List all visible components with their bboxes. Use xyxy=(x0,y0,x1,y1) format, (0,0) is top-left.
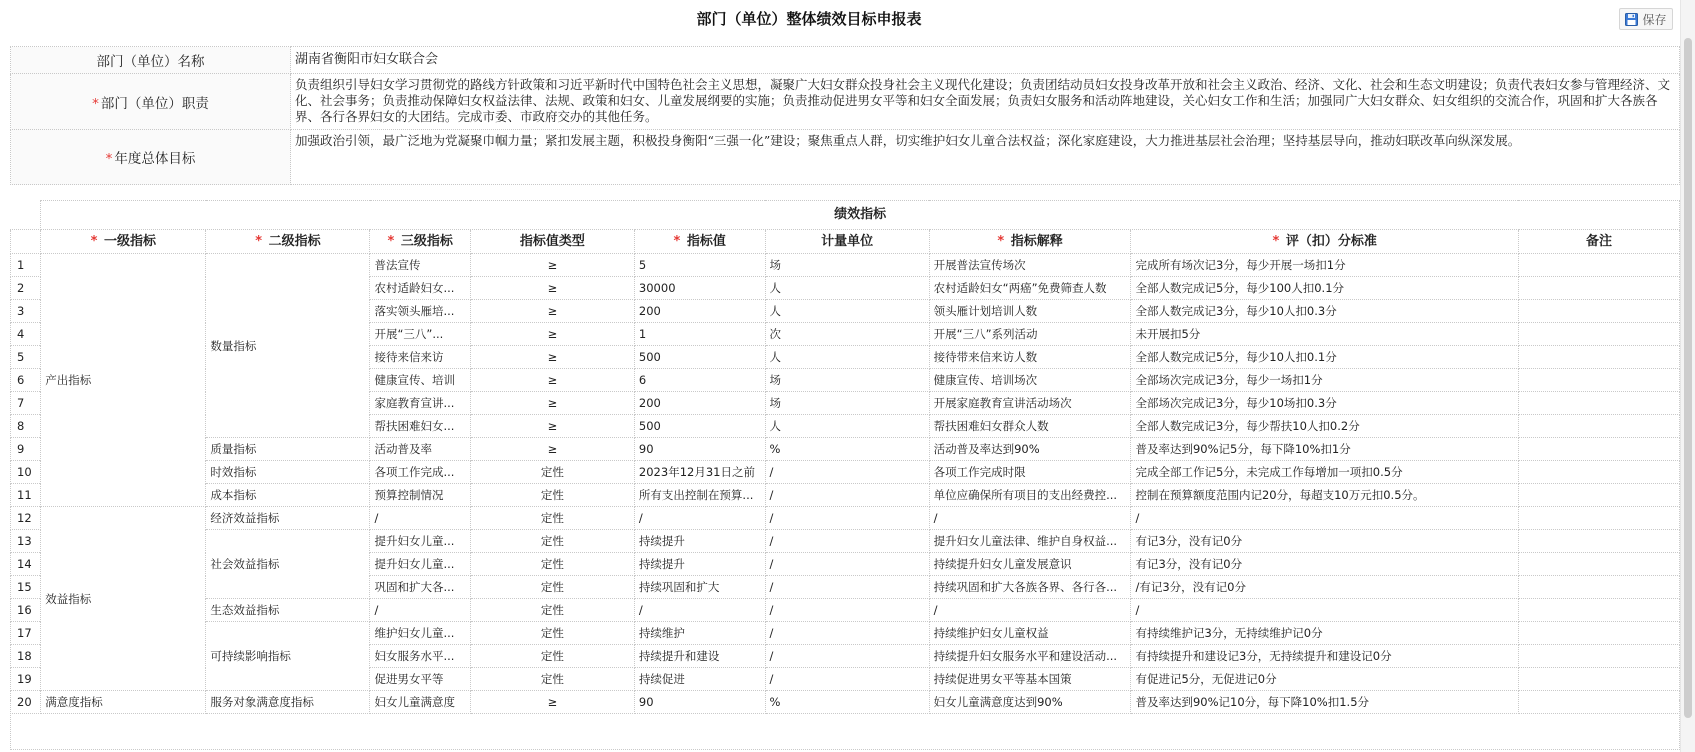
scoring-standard-cell[interactable]: 全部人数完成记3分，每少帮扶10人扣0.2分 xyxy=(1131,415,1519,438)
scoring-standard-cell[interactable]: / xyxy=(1131,599,1519,622)
column-header-row xyxy=(11,230,1680,254)
indicator-explain-cell[interactable]: 持续维护妇女儿童权益 xyxy=(929,622,1131,645)
value-type-cell[interactable]: ≥ xyxy=(470,691,634,714)
row-number: 20 xyxy=(11,691,41,714)
annual-goal-label: * 年度总体目标 xyxy=(11,130,291,185)
level2-indicator-cell[interactable]: 经济效益指标 xyxy=(206,507,370,530)
department-name-value[interactable]: 湖南省衡阳市妇女联合会 xyxy=(291,47,1680,74)
indicator-value-cell[interactable]: / xyxy=(634,599,765,622)
scoring-standard-cell[interactable]: 控制在预算额度范围内记20分，每超支10万元扣0.5分。 xyxy=(1131,484,1519,507)
remark-cell[interactable] xyxy=(1518,668,1679,691)
level2-indicator-cell[interactable]: 成本指标 xyxy=(206,484,370,507)
level3-indicator-cell[interactable]: 普法宣传 xyxy=(370,254,470,277)
level1-indicator-cell[interactable]: 产出指标 xyxy=(41,254,206,507)
performance-indicator-table xyxy=(10,200,1680,714)
indicator-explain-cell[interactable]: 持续提升妇女服务水平和建设活动... xyxy=(929,645,1131,668)
indicator-value-cell[interactable]: 200 xyxy=(634,300,765,323)
col-header-value: * 指标值 xyxy=(634,230,765,254)
level3-indicator-cell[interactable]: 健康宣传、培训 xyxy=(370,369,470,392)
unit-cell[interactable]: 场 xyxy=(765,369,929,392)
scoring-standard-cell[interactable]: /有记3分，没有记0分 xyxy=(1131,576,1519,599)
scoring-standard-cell[interactable]: 有记3分，没有记0分 xyxy=(1131,530,1519,553)
value-type-cell[interactable]: 定性 xyxy=(470,507,634,530)
unit-cell[interactable]: % xyxy=(765,691,929,714)
indicator-value-cell[interactable]: 90 xyxy=(634,438,765,461)
save-button[interactable] xyxy=(1619,8,1673,30)
row-number: 9 xyxy=(11,438,41,461)
level2-indicator-cell[interactable]: 可持续影响指标 xyxy=(206,622,370,691)
scoring-standard-cell[interactable]: 完成全部工作记5分，未完成工作每增加一项扣0.5分 xyxy=(1131,461,1519,484)
level3-indicator-cell[interactable]: 提升妇女儿童... xyxy=(370,553,470,576)
row-number: 4 xyxy=(11,323,41,346)
unit-cell[interactable]: 次 xyxy=(765,323,929,346)
indicator-explain-cell[interactable]: 开展“三八”系列活动 xyxy=(929,323,1131,346)
value-type-cell[interactable]: 定性 xyxy=(470,461,634,484)
unit-cell[interactable]: / xyxy=(765,576,929,599)
indicator-value-cell[interactable]: 5 xyxy=(634,254,765,277)
remark-cell[interactable] xyxy=(1518,530,1679,553)
scoring-standard-cell[interactable]: 普及率达到90%记5分，每下降10%扣1分 xyxy=(1131,438,1519,461)
section-title: 绩效指标 xyxy=(41,201,1680,230)
row-number: 14 xyxy=(11,553,41,576)
scoring-standard-cell[interactable]: 全部人数完成记5分，每少100人扣0.1分 xyxy=(1131,277,1519,300)
level3-indicator-cell[interactable]: 预算控制情况 xyxy=(370,484,470,507)
level3-indicator-cell[interactable]: 家庭教育宣讲... xyxy=(370,392,470,415)
level3-indicator-cell[interactable]: 接待来信来访 xyxy=(370,346,470,369)
section-header-row xyxy=(11,201,1680,230)
table-row[interactable] xyxy=(11,622,1680,645)
indicator-explain-cell[interactable]: 持续巩固和扩大各族各界、各行各... xyxy=(929,576,1131,599)
level2-indicator-cell[interactable]: 数量指标 xyxy=(206,254,370,438)
indicator-explain-cell[interactable]: 健康宣传、培训场次 xyxy=(929,369,1131,392)
row-number: 5 xyxy=(11,346,41,369)
row-number: 11 xyxy=(11,484,41,507)
scoring-standard-cell[interactable]: 有记3分，没有记0分 xyxy=(1131,553,1519,576)
value-type-cell[interactable]: ≥ xyxy=(470,300,634,323)
row-number: 10 xyxy=(11,461,41,484)
indicator-explain-cell[interactable]: 提升妇女儿童法律、维护自身权益... xyxy=(929,530,1131,553)
indicator-explain-cell[interactable]: 领头雁计划培训人数 xyxy=(929,300,1131,323)
remark-cell[interactable] xyxy=(1518,438,1679,461)
indicator-value-cell[interactable]: 6 xyxy=(634,369,765,392)
scoring-standard-cell[interactable]: 全部场次完成记3分，每少一场扣1分 xyxy=(1131,369,1519,392)
indicator-value-cell[interactable]: 持续提升 xyxy=(634,530,765,553)
remark-cell[interactable] xyxy=(1518,323,1679,346)
col-header-level2: * 二级指标 xyxy=(206,230,370,254)
save-button-label: 保存 xyxy=(1642,12,1667,27)
remark-cell[interactable] xyxy=(1518,277,1679,300)
level3-indicator-cell[interactable]: 各项工作完成... xyxy=(370,461,470,484)
level3-indicator-cell[interactable]: 提升妇女儿童... xyxy=(370,530,470,553)
department-duty-label: * 部门（单位）职责 xyxy=(11,74,291,130)
value-type-cell[interactable]: ≥ xyxy=(470,438,634,461)
remark-cell[interactable] xyxy=(1518,622,1679,645)
indicator-value-cell[interactable]: 500 xyxy=(634,346,765,369)
page-title: 部门（单位）整体绩效目标申报表 xyxy=(696,10,922,28)
rownum-header xyxy=(11,230,41,254)
row-number: 16 xyxy=(11,599,41,622)
row-number: 17 xyxy=(11,622,41,645)
row-number: 3 xyxy=(11,300,41,323)
level1-indicator-cell[interactable]: 满意度指标 xyxy=(41,691,206,714)
level3-indicator-cell[interactable]: 维护妇女儿童... xyxy=(370,622,470,645)
info-row-duty xyxy=(11,74,1680,130)
value-type-cell[interactable]: ≥ xyxy=(470,415,634,438)
remark-cell[interactable] xyxy=(1518,392,1679,415)
unit-cell[interactable]: 人 xyxy=(765,346,929,369)
remark-cell[interactable] xyxy=(1518,576,1679,599)
table-row[interactable] xyxy=(11,438,1680,461)
unit-cell[interactable]: / xyxy=(765,461,929,484)
row-number: 6 xyxy=(11,369,41,392)
department-duty-textarea[interactable]: 负责组织引导妇女学习贯彻党的路线方针政策和习近平新时代中国特色社会主义思想，凝聚广大妇女群众投身社会主义现代化建设；负责团结动员妇女投身改革开放和社会主义政治、经济、文化、社会和生态文明建设；负责代表妇女参与管理经济、文化、社会事务；负责推动保障妇女权益法律、法规、政策和妇女、儿童发展纲要的实施；负责推动促进男女平等和妇女全面发展；负责妇女服务和活动阵地建设，关心妇女工作和生活；加强同广大妇女群众、妇女组织的交流合作，巩固和扩大各族各界、各行各界妇女的大团结。完成市委、市政府交办的其他任务。 xyxy=(291,74,1680,130)
indicator-explain-cell[interactable]: 帮扶困难妇女群众人数 xyxy=(929,415,1131,438)
level3-indicator-cell[interactable]: 落实领头雁培... xyxy=(370,300,470,323)
indicator-value-cell[interactable]: 持续巩固和扩大 xyxy=(634,576,765,599)
scoring-standard-cell[interactable]: 有持续维护记3分，无持续维护记0分 xyxy=(1131,622,1519,645)
unit-cell[interactable]: / xyxy=(765,507,929,530)
indicator-explain-cell[interactable]: 各项工作完成时限 xyxy=(929,461,1131,484)
level3-indicator-cell[interactable]: / xyxy=(370,507,470,530)
indicator-explain-cell[interactable]: / xyxy=(929,599,1131,622)
row-number: 7 xyxy=(11,392,41,415)
indicator-explain-cell[interactable]: 接待带来信来访人数 xyxy=(929,346,1131,369)
level1-indicator-cell[interactable]: 效益指标 xyxy=(41,507,206,691)
level3-indicator-cell[interactable]: 帮扶困难妇女... xyxy=(370,415,470,438)
value-type-cell[interactable]: 定性 xyxy=(470,553,634,576)
required-mark: * xyxy=(92,95,99,112)
row-number: 15 xyxy=(11,576,41,599)
value-type-cell[interactable]: ≥ xyxy=(470,346,634,369)
indicator-value-cell[interactable]: 所有支出控制在预算... xyxy=(634,484,765,507)
indicator-explain-cell[interactable]: 持续促进男女平等基本国策 xyxy=(929,668,1131,691)
row-number: 18 xyxy=(11,645,41,668)
remark-cell[interactable] xyxy=(1518,461,1679,484)
indicator-explain-cell[interactable]: 开展普法宣传场次 xyxy=(929,254,1131,277)
indicator-value-cell[interactable]: 90 xyxy=(634,691,765,714)
col-header-remark: 备注 xyxy=(1518,230,1679,254)
indicator-explain-cell[interactable]: 妇女儿童满意度达到90% xyxy=(929,691,1131,714)
table-row[interactable] xyxy=(11,530,1680,553)
indicator-explain-cell[interactable]: 农村适龄妇女“两癌”免费筛查人数 xyxy=(929,277,1131,300)
row-number: 19 xyxy=(11,668,41,691)
scoring-standard-cell[interactable]: 普及率达到90%记10分，每下降10%扣1.5分 xyxy=(1131,691,1519,714)
unit-cell[interactable]: 人 xyxy=(765,415,929,438)
unit-cell[interactable]: 场 xyxy=(765,392,929,415)
indicator-value-cell[interactable]: 1 xyxy=(634,323,765,346)
scoring-standard-cell[interactable]: 有促进记5分，无促进记0分 xyxy=(1131,668,1519,691)
remark-cell[interactable] xyxy=(1518,484,1679,507)
table-row[interactable] xyxy=(11,461,1680,484)
indicator-value-cell[interactable]: 持续维护 xyxy=(634,622,765,645)
unit-cell[interactable]: / xyxy=(765,599,929,622)
unit-cell[interactable]: 场 xyxy=(765,254,929,277)
col-header-explain: * 指标解释 xyxy=(929,230,1131,254)
info-row-goal xyxy=(11,130,1680,185)
level2-indicator-cell[interactable]: 时效指标 xyxy=(206,461,370,484)
value-type-cell[interactable]: 定性 xyxy=(470,622,634,645)
row-number: 13 xyxy=(11,530,41,553)
value-type-cell[interactable]: 定性 xyxy=(470,645,634,668)
indicator-explain-cell[interactable]: 活动普及率达到90% xyxy=(929,438,1131,461)
indicator-value-cell[interactable]: 200 xyxy=(634,392,765,415)
value-type-cell[interactable]: ≥ xyxy=(470,323,634,346)
scoring-standard-cell[interactable]: 有持续提升和建设记3分，无持续提升和建设记0分 xyxy=(1131,645,1519,668)
table-bottom-area xyxy=(10,700,1680,750)
value-type-cell[interactable]: ≥ xyxy=(470,277,634,300)
unit-cell[interactable]: / xyxy=(765,484,929,507)
row-number: 2 xyxy=(11,277,41,300)
scoring-standard-cell[interactable]: 全部场次完成记3分，每少10场扣0.3分 xyxy=(1131,392,1519,415)
remark-cell[interactable] xyxy=(1518,369,1679,392)
table-row[interactable] xyxy=(11,254,1680,277)
remark-cell[interactable] xyxy=(1518,645,1679,668)
indicator-explain-cell[interactable]: / xyxy=(929,507,1131,530)
remark-cell[interactable] xyxy=(1518,553,1679,576)
col-header-level1: * 一级指标 xyxy=(41,230,206,254)
remark-cell[interactable] xyxy=(1518,300,1679,323)
unit-cell[interactable]: / xyxy=(765,553,929,576)
vertical-scrollbar[interactable] xyxy=(1680,0,1695,752)
unit-cell[interactable]: 人 xyxy=(765,300,929,323)
remark-cell[interactable] xyxy=(1518,507,1679,530)
unit-cell[interactable]: / xyxy=(765,668,929,691)
table-row[interactable] xyxy=(11,484,1680,507)
level2-indicator-cell[interactable]: 服务对象满意度指标 xyxy=(206,691,370,714)
unit-cell[interactable]: / xyxy=(765,645,929,668)
indicator-value-cell[interactable]: / xyxy=(634,507,765,530)
col-header-value-type: 指标值类型 xyxy=(470,230,634,254)
corner-cell xyxy=(11,201,41,230)
remark-cell[interactable] xyxy=(1518,415,1679,438)
value-type-cell[interactable]: 定性 xyxy=(470,484,634,507)
scoring-standard-cell[interactable]: 完成所有场次记3分，每少开展一场扣1分 xyxy=(1131,254,1519,277)
value-type-cell[interactable]: 定性 xyxy=(470,599,634,622)
scrollbar-thumb[interactable] xyxy=(1684,38,1692,718)
indicator-explain-cell[interactable]: 开展家庭教育宣讲活动场次 xyxy=(929,392,1131,415)
indicator-value-cell[interactable]: 30000 xyxy=(634,277,765,300)
row-number: 1 xyxy=(11,254,41,277)
level2-indicator-cell[interactable]: 生态效益指标 xyxy=(206,599,370,622)
unit-cell[interactable]: / xyxy=(765,622,929,645)
level3-indicator-cell[interactable]: 活动普及率 xyxy=(370,438,470,461)
col-header-level3: * 三级指标 xyxy=(370,230,470,254)
department-name-label: 部门（单位）名称 xyxy=(11,47,291,74)
info-row-name xyxy=(11,47,1680,74)
indicator-value-cell[interactable]: 持续提升 xyxy=(634,553,765,576)
row-number: 12 xyxy=(11,507,41,530)
level3-indicator-cell[interactable]: / xyxy=(370,599,470,622)
scoring-standard-cell[interactable]: 全部人数完成记5分，每少10人扣0.1分 xyxy=(1131,346,1519,369)
department-info-form xyxy=(10,46,1680,185)
table-row[interactable] xyxy=(11,599,1680,622)
indicator-explain-cell[interactable]: 持续提升妇女儿童发展意识 xyxy=(929,553,1131,576)
remark-cell[interactable] xyxy=(1518,254,1679,277)
value-type-cell[interactable]: 定性 xyxy=(470,530,634,553)
level2-indicator-cell[interactable]: 质量指标 xyxy=(206,438,370,461)
level3-indicator-cell[interactable]: 农村适龄妇女... xyxy=(370,277,470,300)
level3-indicator-cell[interactable]: 妇女儿童满意度 xyxy=(370,691,470,714)
level2-indicator-cell[interactable]: 社会效益指标 xyxy=(206,530,370,599)
level3-indicator-cell[interactable]: 促进男女平等 xyxy=(370,668,470,691)
annual-goal-textarea[interactable]: 加强政治引领，最广泛地为党凝聚巾帼力量；紧扣发展主题，积极投身衡阳“三强一化”建设；聚焦重点人群，切实维护妇女儿童合法权益；深化家庭建设，大力推进基层社会治理；坚持基层导向，推动妇联改革向纵深发展。 xyxy=(291,130,1680,185)
level3-indicator-cell[interactable]: 妇女服务水平... xyxy=(370,645,470,668)
remark-cell[interactable] xyxy=(1518,599,1679,622)
unit-cell[interactable]: 人 xyxy=(765,277,929,300)
level3-indicator-cell[interactable]: 巩固和扩大各... xyxy=(370,576,470,599)
table-row[interactable] xyxy=(11,507,1680,530)
indicator-value-cell[interactable]: 2023年12月31日之前 xyxy=(634,461,765,484)
value-type-cell[interactable]: ≥ xyxy=(470,369,634,392)
indicator-value-cell[interactable]: 持续提升和建设 xyxy=(634,645,765,668)
scoring-standard-cell[interactable]: / xyxy=(1131,507,1519,530)
col-header-standard: * 评（扣）分标准 xyxy=(1131,230,1519,254)
scoring-standard-cell[interactable]: 未开展扣5分 xyxy=(1131,323,1519,346)
value-type-cell[interactable]: 定性 xyxy=(470,576,634,599)
level3-indicator-cell[interactable]: 开展“三八”... xyxy=(370,323,470,346)
unit-cell[interactable]: / xyxy=(765,530,929,553)
remark-cell[interactable] xyxy=(1518,346,1679,369)
floppy-disk-icon xyxy=(1625,13,1638,26)
required-mark: * xyxy=(105,151,113,167)
col-header-unit: 计量单位 xyxy=(765,230,929,254)
value-type-cell[interactable]: ≥ xyxy=(470,392,634,415)
indicator-explain-cell[interactable]: 单位应确保所有项目的支出经费控... xyxy=(929,484,1131,507)
scoring-standard-cell[interactable]: 全部人数完成记3分，每少10人扣0.3分 xyxy=(1131,300,1519,323)
unit-cell[interactable]: % xyxy=(765,438,929,461)
value-type-cell[interactable]: ≥ xyxy=(470,254,634,277)
indicator-value-cell[interactable]: 500 xyxy=(634,415,765,438)
value-type-cell[interactable]: 定性 xyxy=(470,668,634,691)
row-number: 8 xyxy=(11,415,41,438)
indicator-value-cell[interactable]: 持续促进 xyxy=(634,668,765,691)
